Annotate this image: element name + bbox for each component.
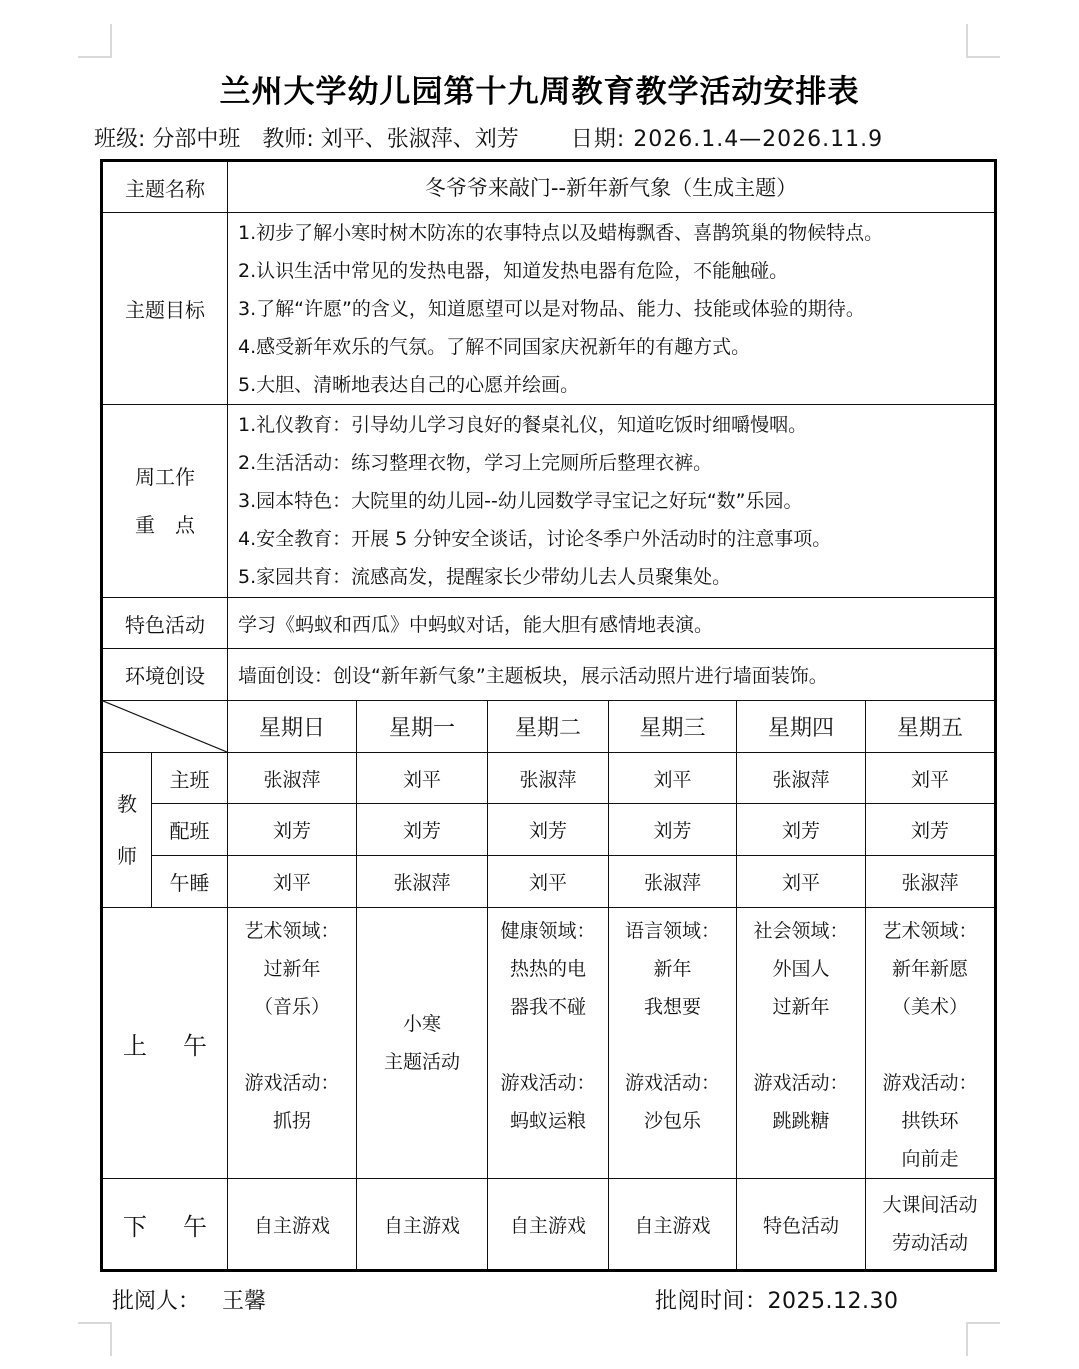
- role-label: 配班: [152, 804, 228, 856]
- goals-list: [228, 213, 996, 405]
- teacher-cell: 刘芳: [866, 804, 996, 856]
- teacher-group-label-2: 师: [117, 844, 137, 868]
- crop-mark-bottom-left: [78, 1322, 112, 1356]
- class-label: 班级: 分部中班: [94, 127, 241, 152]
- activity-line: 外国人: [772, 958, 830, 980]
- environment-label: 环境创设: [102, 649, 228, 701]
- area-label: 语言领域：: [624, 920, 720, 942]
- morning-cell: [737, 908, 866, 1179]
- topic-value: 冬爷爷来敲门--新年新气象（生成主题）: [228, 161, 996, 213]
- area-label: 健康领域：: [500, 920, 596, 942]
- focus-row: [102, 405, 996, 598]
- weekday-header-row: [102, 701, 996, 753]
- reviewer-name: 王馨: [222, 1289, 267, 1314]
- focus-label: [102, 405, 228, 598]
- teacher-label: 教师: 刘平、张淑萍、刘芳: [262, 127, 519, 152]
- goal-item: 5.大胆、清晰地表达自己的心愿并绘画。: [238, 373, 580, 396]
- date-label: 日期: 2026.1.4—2026.11.9: [570, 127, 884, 152]
- morning-label-2: 午: [183, 1031, 207, 1060]
- afternoon-cell: 自主游戏: [228, 1179, 357, 1271]
- game-label: 游戏活动：: [624, 1072, 720, 1094]
- review-time-value: 2025.12.30: [767, 1289, 899, 1314]
- teacher-cell: 刘平: [357, 753, 488, 804]
- teacher-cell: 刘平: [228, 856, 357, 908]
- goals-row: [102, 213, 996, 405]
- teacher-cell: 刘平: [609, 753, 737, 804]
- topic-row: [102, 161, 996, 213]
- day-header: 星期日: [228, 701, 357, 753]
- diagonal-line-icon: [103, 701, 227, 752]
- schedule-table: [100, 159, 997, 1272]
- teacher-row-main: [102, 753, 996, 804]
- area-label: 艺术领域：: [244, 920, 340, 942]
- activity-line: 热热的电: [509, 958, 586, 980]
- morning-row: [102, 908, 996, 1179]
- afternoon-row: [102, 1179, 996, 1271]
- teacher-group-label-1: 教: [117, 792, 137, 816]
- focus-label-line1: 周工作: [135, 465, 195, 489]
- teacher-cell: 刘平: [488, 856, 609, 908]
- teacher-cell: 张淑萍: [488, 753, 609, 804]
- afternoon-cell: 自主游戏: [609, 1179, 737, 1271]
- activity-line: 过新年: [263, 958, 321, 980]
- activity-line: 新年: [653, 958, 692, 980]
- focus-label-line2: 重 点: [135, 513, 195, 537]
- morning-cell: [488, 908, 609, 1179]
- game-label: 游戏活动：: [882, 1072, 978, 1094]
- area-label: 社会领域：: [753, 920, 849, 942]
- afternoon-line: 劳动活动: [891, 1232, 968, 1254]
- theme-line: 主题活动: [383, 1051, 460, 1073]
- focus-item: 4.安全教育：开展 5 分钟安全谈话，讨论冬季户外活动时的注意事项。: [238, 528, 832, 550]
- role-label: 午睡: [152, 856, 228, 908]
- role-label: 主班: [152, 753, 228, 804]
- activity-line: 新年新愿: [891, 958, 968, 980]
- afternoon-cell: 自主游戏: [357, 1179, 488, 1271]
- teacher-cell: 张淑萍: [357, 856, 488, 908]
- game-line: 拱铁环: [901, 1110, 959, 1132]
- game-line: 向前走: [901, 1148, 959, 1170]
- focus-item: 3.园本特色：大院里的幼儿园--幼儿园数学寻宝记之好玩“数”乐园。: [238, 490, 803, 512]
- morning-label-1: 上: [123, 1031, 147, 1060]
- game-label: 游戏活动：: [753, 1072, 849, 1094]
- activity-line: 器我不碰: [509, 996, 586, 1018]
- goal-item: 4.感受新年欢乐的气氛。了解不同国家庆祝新年的有趣方式。: [238, 335, 751, 358]
- game-line: 蚂蚁运粮: [509, 1110, 586, 1132]
- focus-list: [228, 405, 996, 598]
- teacher-row-assist: [102, 804, 996, 856]
- feature-label: 特色活动: [102, 598, 228, 649]
- focus-item: 2.生活活动：练习整理衣物，学习上完厕所后整理衣裤。: [238, 452, 713, 474]
- afternoon-label: [102, 1179, 228, 1271]
- feature-value: 学习《蚂蚁和西瓜》中蚂蚁对话，能大胆有感情地表演。: [228, 598, 996, 649]
- teacher-cell: 刘平: [866, 753, 996, 804]
- morning-cell: [609, 908, 737, 1179]
- afternoon-label-2: 午: [183, 1212, 207, 1241]
- goal-item: 3.了解“许愿”的含义，知道愿望可以是对物品、能力、技能或体验的期待。: [238, 297, 865, 320]
- environment-value: 墙面创设：创设“新年新气象”主题板块，展示活动照片进行墙面装饰。: [228, 649, 996, 701]
- info-line: [94, 122, 883, 153]
- topic-label: 主题名称: [102, 161, 228, 213]
- crop-mark-top-left: [78, 24, 112, 58]
- activity-line: （美术）: [891, 996, 968, 1018]
- activity-line: （音乐）: [253, 996, 330, 1018]
- goals-label: 主题目标: [102, 213, 228, 405]
- day-header: 星期一: [357, 701, 488, 753]
- crop-mark-bottom-right: [966, 1322, 1000, 1356]
- theme-line: 小寒: [402, 1013, 441, 1035]
- game-line: 沙包乐: [643, 1110, 701, 1132]
- teacher-cell: 张淑萍: [737, 753, 866, 804]
- game-label: 游戏活动：: [500, 1072, 596, 1094]
- day-header: 星期五: [866, 701, 996, 753]
- teacher-cell: 刘平: [737, 856, 866, 908]
- diagonal-header-cell: [102, 701, 228, 753]
- focus-item: 1.礼仪教育：引导幼儿学习良好的餐桌礼仪，知道吃饭时细嚼慢咽。: [238, 414, 808, 436]
- teacher-cell: 刘芳: [609, 804, 737, 856]
- afternoon-line: 大课间活动: [882, 1194, 978, 1216]
- morning-label: [102, 908, 228, 1179]
- reviewer-label: 批阅人：: [112, 1289, 201, 1314]
- activity-line: 我想要: [643, 996, 701, 1018]
- morning-cell: [357, 908, 488, 1179]
- reviewer: [112, 1284, 266, 1315]
- day-header: 星期四: [737, 701, 866, 753]
- environment-row: [102, 649, 996, 701]
- afternoon-label-1: 下: [123, 1212, 147, 1241]
- afternoon-cell: 自主游戏: [488, 1179, 609, 1271]
- teacher-cell: 张淑萍: [228, 753, 357, 804]
- teacher-row-nap: [102, 856, 996, 908]
- feature-row: [102, 598, 996, 649]
- afternoon-cell: 特色活动: [737, 1179, 866, 1271]
- activity-line: 过新年: [772, 996, 830, 1018]
- teacher-cell: 张淑萍: [609, 856, 737, 908]
- afternoon-cell: [866, 1179, 996, 1271]
- day-header: 星期三: [609, 701, 737, 753]
- teacher-group-label: [102, 753, 152, 908]
- crop-mark-top-right: [966, 24, 1000, 58]
- teacher-cell: 刘芳: [737, 804, 866, 856]
- goal-item: 2.认识生活中常见的发热电器，知道发热电器有危险，不能触碰。: [238, 259, 789, 282]
- day-header: 星期二: [488, 701, 609, 753]
- teacher-cell: 刘芳: [228, 804, 357, 856]
- morning-cell: [228, 908, 357, 1179]
- document-title: 兰州大学幼儿园第十九周教育教学活动安排表: [219, 74, 860, 110]
- review-time-label: 批阅时间：: [655, 1289, 768, 1314]
- focus-item: 5.家园共育：流感高发，提醒家长少带幼儿去人员聚集处。: [238, 566, 732, 588]
- game-line: 跳跳糖: [772, 1110, 830, 1132]
- review-time: [655, 1284, 898, 1315]
- teacher-cell: 刘芳: [357, 804, 488, 856]
- game-label: 游戏活动：: [244, 1072, 340, 1094]
- teacher-cell: 张淑萍: [866, 856, 996, 908]
- teacher-cell: 刘芳: [488, 804, 609, 856]
- game-line: 抓拐: [272, 1110, 311, 1132]
- morning-cell: [866, 908, 996, 1179]
- area-label: 艺术领域：: [882, 920, 978, 942]
- goal-item: 1.初步了解小寒时树木防冻的农事特点以及蜡梅飘香、喜鹊筑巢的物候特点。: [238, 221, 884, 244]
